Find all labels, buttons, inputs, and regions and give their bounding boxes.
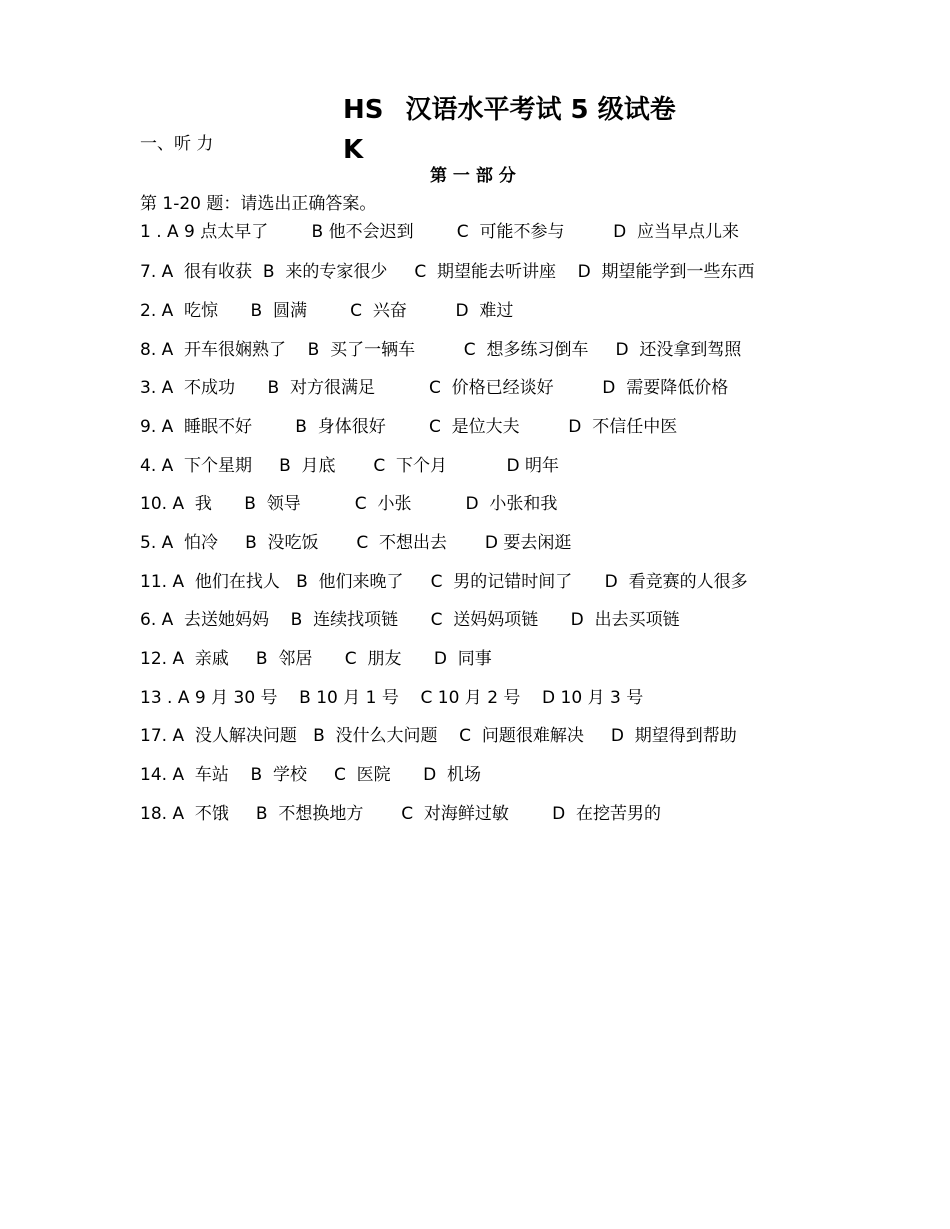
question-line: 1 . A 9 点太早了 B 他不会迟到 C 可能不参与 D 应当早点儿来 xyxy=(140,222,740,242)
question-line: 18. A 不饿 B 不想换地方 C 对海鲜过敏 D 在挖苦男的 xyxy=(140,804,661,824)
question-line: 10. A 我 B 领导 C 小张 D 小张和我 xyxy=(140,494,558,514)
question-line: 11. A 他们在找人 B 他们来晚了 C 男的记错时间了 D 看竞赛的人很多 xyxy=(140,572,748,592)
question-line: 9. A 睡眠不好 B 身体很好 C 是位大夫 D 不信任中医 xyxy=(140,417,678,437)
section-label-listening: 一、听 力 xyxy=(140,134,214,154)
question-line: 6. A 去送她妈妈 B 连续找项链 C 送妈妈项链 D 出去买项链 xyxy=(140,610,680,630)
question-line: 12. A 亲戚 B 邻居 C 朋友 D 同事 xyxy=(140,649,492,669)
part-heading: 第 一 部 分 xyxy=(430,166,516,186)
question-line: 8. A 开车很娴熟了 B 买了一辆车 C 想多练习倒车 D 还没拿到驾照 xyxy=(140,340,742,360)
question-line: 4. A 下个星期 B 月底 C 下个月 D 明年 xyxy=(140,456,559,476)
exam-title-line-1 xyxy=(343,90,723,130)
question-line: 17. A 没人解决问题 B 没什么大问题 C 问题很难解决 D 期望得到帮助 xyxy=(140,726,737,746)
question-line: 5. A 怕冷 B 没吃饭 C 不想出去 D 要去闲逛 xyxy=(140,533,572,553)
question-line: 7. A 很有收获 B 来的专家很少 C 期望能去听讲座 D 期望能学到一些东西 xyxy=(140,262,755,282)
exam-title-line-2: K xyxy=(343,135,364,165)
exam-title-prefix: HS xyxy=(343,95,384,125)
question-line: 13 . A 9 月 30 号 B 10 月 1 号 C 10 月 2 号 D 10 月 3 号 xyxy=(140,688,644,708)
exam-title-main: 汉语水平考试 5 级试卷 xyxy=(405,95,676,125)
exam-title xyxy=(343,90,723,170)
question-line: 3. A 不成功 B 对方很满足 C 价格已经谈好 D 需要降低价格 xyxy=(140,378,729,398)
instruction-text: 第 1-20 题：请选出正确答案。 xyxy=(140,194,377,214)
question-line: 14. A 车站 B 学校 C 医院 D 机场 xyxy=(140,765,481,785)
question-line: 2. A 吃惊 B 圆满 C 兴奋 D 难过 xyxy=(140,301,514,321)
